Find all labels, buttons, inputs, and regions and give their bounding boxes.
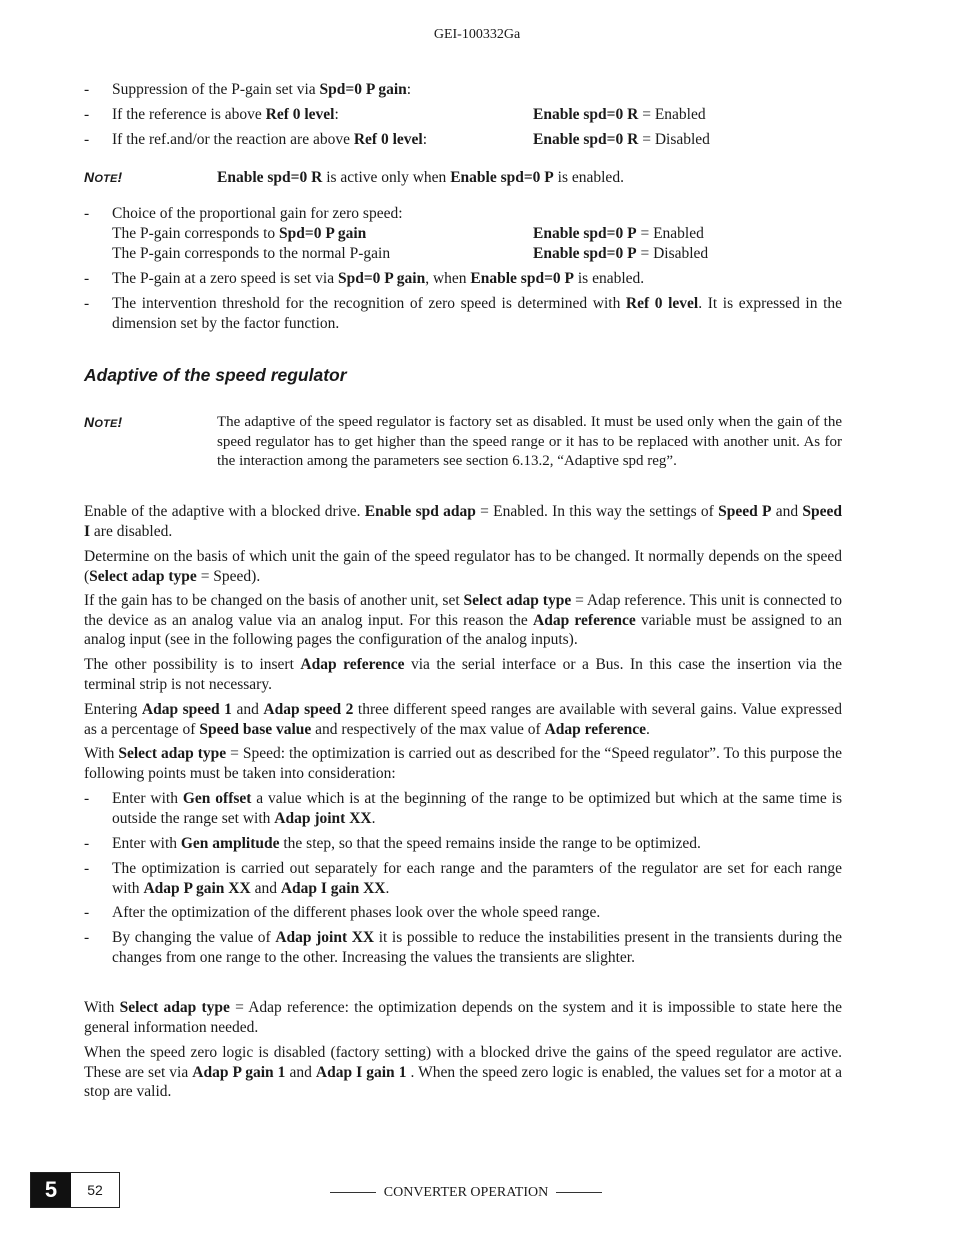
footer-title: [320, 1183, 612, 1203]
list-item: [84, 105, 842, 125]
footer-title-text: CONVERTER OPERATION: [383, 1185, 549, 1200]
text-run: = Adap reference: the optimization depends on the system and it is impossible to state here the general information needed.: [84, 999, 842, 1036]
parameter-name: Enable spd=0 P: [450, 169, 554, 186]
parameter-name: Adap I gain XX: [280, 879, 386, 897]
bullet-dash: -: [84, 790, 90, 807]
setting-value: [533, 130, 710, 150]
bullet-dash: -: [84, 904, 90, 921]
parameter-name: Adap P gain 1: [192, 1063, 286, 1081]
note-label: [84, 413, 122, 435]
text-run: = Speed).: [196, 567, 261, 585]
parameter-name: Adap reference: [544, 720, 647, 738]
text-run: If the gain has to be changed on the basis of another unit, set: [84, 592, 464, 609]
list-item-text: The P-gain corresponds to the normal P-gain: [112, 245, 391, 262]
text-run: Suppression of the P-gain set via: [112, 81, 320, 98]
list-item-text: [112, 224, 842, 244]
text-run: If the ref.and/or the reaction are above: [112, 131, 354, 148]
text-run: .: [371, 809, 376, 827]
text-run: The P-gain corresponds to: [112, 225, 280, 242]
parameter-name: Adap I gain 1: [315, 1063, 407, 1081]
parameter-name: Adap reference: [300, 656, 405, 673]
text-run: = Adap reference. This unit is connected to the device as an analog value via an analog input. For this reason the: [84, 592, 842, 629]
parameter-name: Enable spd=0 P: [470, 270, 574, 287]
setting-value: [533, 105, 706, 125]
parameter-name: Adap speed 1: [141, 701, 232, 718]
text-run: The intervention threshold for the recognition of zero speed is determined with: [112, 295, 626, 312]
text-run: = Enabled: [638, 106, 706, 123]
parameter-name: Speed base value: [199, 720, 312, 738]
text-run: The P-gain at a zero speed is set via: [112, 270, 338, 287]
parameter-name: Enable spd=0 R: [533, 106, 639, 123]
parameter-name: Ref 0 level: [625, 295, 699, 312]
parameter-name: Enable spd=0 R: [533, 131, 639, 148]
text-run: :: [406, 81, 412, 98]
parameter-name: Adap reference: [533, 611, 636, 629]
text-run: and: [285, 1063, 316, 1081]
text-run: and: [771, 503, 803, 520]
page-number: 52: [87, 1182, 103, 1198]
list-item: [84, 928, 842, 968]
paragraph: [84, 591, 842, 650]
list-item-text: [112, 294, 842, 333]
text-run: The optimization is carried out separately for each range and the paramters of the regulator are set for each range with: [112, 860, 842, 897]
parameter-name: Select adap type: [118, 745, 227, 762]
paragraph: [84, 655, 842, 694]
text-run: , when: [425, 270, 471, 287]
parameter-name: Ref 0 level: [353, 131, 423, 148]
parameter-name: Adap P gain XX: [143, 879, 251, 897]
note-label-initial: N: [84, 414, 95, 430]
list-item-text: [112, 80, 842, 100]
list-item: [84, 204, 842, 264]
text-run: The other possibility is to insert: [84, 656, 301, 673]
paragraph: [84, 700, 842, 739]
note-text: The adaptive of the speed regulator is factory set as disabled. It must be used only when the gain of the speed regulator has to get higher than the speed range or it has to be replaced with another unit. As for the interaction among the parameters see section 6.13.2, “Adaptive spd reg”.: [217, 414, 842, 469]
list-item-text: [112, 105, 842, 125]
text-run: When the speed zero logic is disabled (factory setting) with a blocked drive the gains of the speed regulator are active. These are set via: [84, 1044, 842, 1081]
footer-rule-left: [330, 1192, 376, 1193]
parameter-name: Enable spd=0 R: [217, 169, 323, 186]
note-label-end: !: [117, 414, 123, 430]
text-run: and: [250, 879, 281, 897]
setting-value: [533, 244, 708, 264]
parameter-name: Speed I: [84, 503, 843, 540]
parameter-name: Speed P: [718, 503, 772, 520]
text-run: is enabled.: [553, 169, 624, 186]
text-run: = Disabled: [636, 245, 709, 262]
list-item: [84, 789, 842, 829]
text-run: .: [646, 720, 650, 738]
text-run: If the reference is above: [112, 106, 266, 123]
list-item-text: [112, 859, 842, 898]
text-run: Entering: [84, 701, 142, 718]
text-run: . When the speed zero logic is enabled, the values set for a motor at a stop are valid.: [84, 1063, 842, 1100]
text-run: Determine on the basis of which unit the gain of the speed regulator has to be changed. It normally depends on the speed (: [84, 548, 842, 585]
parameter-name: Adap joint XX: [275, 929, 375, 946]
list-item-text: [112, 269, 842, 289]
note-label-initial: N: [84, 169, 95, 185]
parameter-name: Select adap type: [463, 592, 572, 609]
parameter-name: Select adap type: [89, 567, 197, 585]
note-label: [84, 168, 122, 190]
text-run: = Enabled: [636, 225, 704, 242]
list-item: [84, 859, 842, 899]
list-item-text: [112, 130, 842, 150]
text-run: = Enabled. In this way the settings of: [475, 503, 719, 520]
parameter-name: Gen amplitude: [180, 835, 280, 852]
note-label-smallcaps: OTE: [94, 418, 118, 430]
paragraph: [84, 1043, 842, 1102]
text-run: .: [385, 879, 390, 897]
note-label-smallcaps: OTE: [94, 173, 118, 185]
note-label-end: !: [117, 169, 123, 185]
bullet-dash: -: [84, 860, 90, 877]
document-id: GEI-100332Ga: [433, 27, 521, 42]
parameter-name: Enable spd adap: [364, 503, 476, 520]
list-item-text: After the optimization of the different phases look over the whole speed range.: [112, 904, 601, 921]
paragraph: [84, 998, 842, 1037]
chapter-number: 5: [31, 1173, 71, 1207]
text-run: With: [84, 999, 120, 1016]
text-run: and: [231, 701, 264, 718]
setting-value: [533, 224, 704, 244]
parameter-name: Select adap type: [119, 999, 230, 1016]
text-run: the step, so that the speed remains inside the range to be optimized.: [279, 835, 701, 852]
text-run: is active only when: [322, 169, 451, 186]
text-run: it is possible to reduce the instabilities present in the transients during the changes from one range to the other. Increasing the values the transients are slighter.: [112, 929, 842, 966]
text-run: :: [334, 106, 339, 123]
text-run: Enter with: [112, 835, 181, 852]
parameter-name: Spd=0 P gain: [319, 81, 407, 98]
parameter-name: Adap speed 2: [263, 701, 354, 718]
bullet-dash: -: [84, 205, 90, 222]
text-run: Enter with: [112, 790, 183, 807]
list-item: [84, 269, 842, 289]
text-run: . It is expressed in the dimension set by the factor function.: [112, 295, 842, 332]
note-text: [217, 168, 842, 188]
text-run: are disabled.: [90, 522, 173, 540]
bullet-dash: -: [84, 270, 90, 287]
parameter-name: Gen offset: [182, 790, 252, 807]
text-run: = Speed: the optimization is carried out as described for the “Speed regulator”. To this purpose the following points must be taken into consideration:: [84, 745, 842, 782]
text-run: = Disabled: [638, 131, 710, 148]
page-footer-box: [30, 1172, 120, 1208]
bullet-dash: -: [84, 106, 90, 123]
parameter-name: Enable spd=0 P: [533, 245, 637, 262]
text-run: via the serial interface or a Bus. In this case the insertion via the terminal strip is not necessary.: [84, 656, 842, 693]
list-item: [84, 903, 842, 923]
bullet-dash: -: [84, 835, 90, 852]
list-item: [84, 294, 842, 334]
list-item-text: [112, 834, 842, 854]
list-item-text: Choice of the proportional gain for zero speed:: [112, 205, 403, 222]
paragraph: [84, 502, 842, 541]
text-run: :: [422, 131, 428, 148]
footer-rule-right: [556, 1192, 602, 1193]
text-run: and respectively of the max value of: [311, 720, 545, 738]
section-heading: Adaptive of the speed regulator: [84, 365, 347, 385]
paragraph: [84, 547, 842, 586]
text-run: Enable of the adaptive with a blocked drive.: [84, 503, 365, 520]
list-item: [84, 834, 842, 854]
text-run: three different speed ranges are available with several gains. Value expressed as a percentage of: [84, 701, 843, 738]
parameter-name: Ref 0 level: [265, 106, 335, 123]
list-item: [84, 130, 842, 150]
paragraph: [84, 744, 842, 783]
list-item: [84, 80, 842, 100]
text-run: a value which is at the beginning of the range to be optimized but which at the same time is outside the range set with: [112, 790, 843, 827]
parameter-name: Spd=0 P gain: [279, 225, 367, 242]
parameter-name: Adap joint XX: [274, 809, 372, 827]
parameter-name: Spd=0 P gain: [337, 270, 426, 287]
list-item-text: [112, 928, 842, 967]
parameter-name: Enable spd=0 P: [533, 225, 637, 242]
bullet-dash: -: [84, 929, 90, 946]
bullet-dash: -: [84, 295, 90, 312]
text-run: By changing the value of: [112, 929, 276, 946]
list-item-text: [112, 789, 842, 828]
bullet-dash: -: [84, 131, 90, 148]
text-run: variable must be assigned to an analog input (see in the following pages the configuration of the analog inputs).: [84, 611, 842, 648]
bullet-dash: -: [84, 81, 90, 98]
text-run: is enabled.: [574, 270, 645, 287]
text-run: With: [84, 745, 119, 762]
